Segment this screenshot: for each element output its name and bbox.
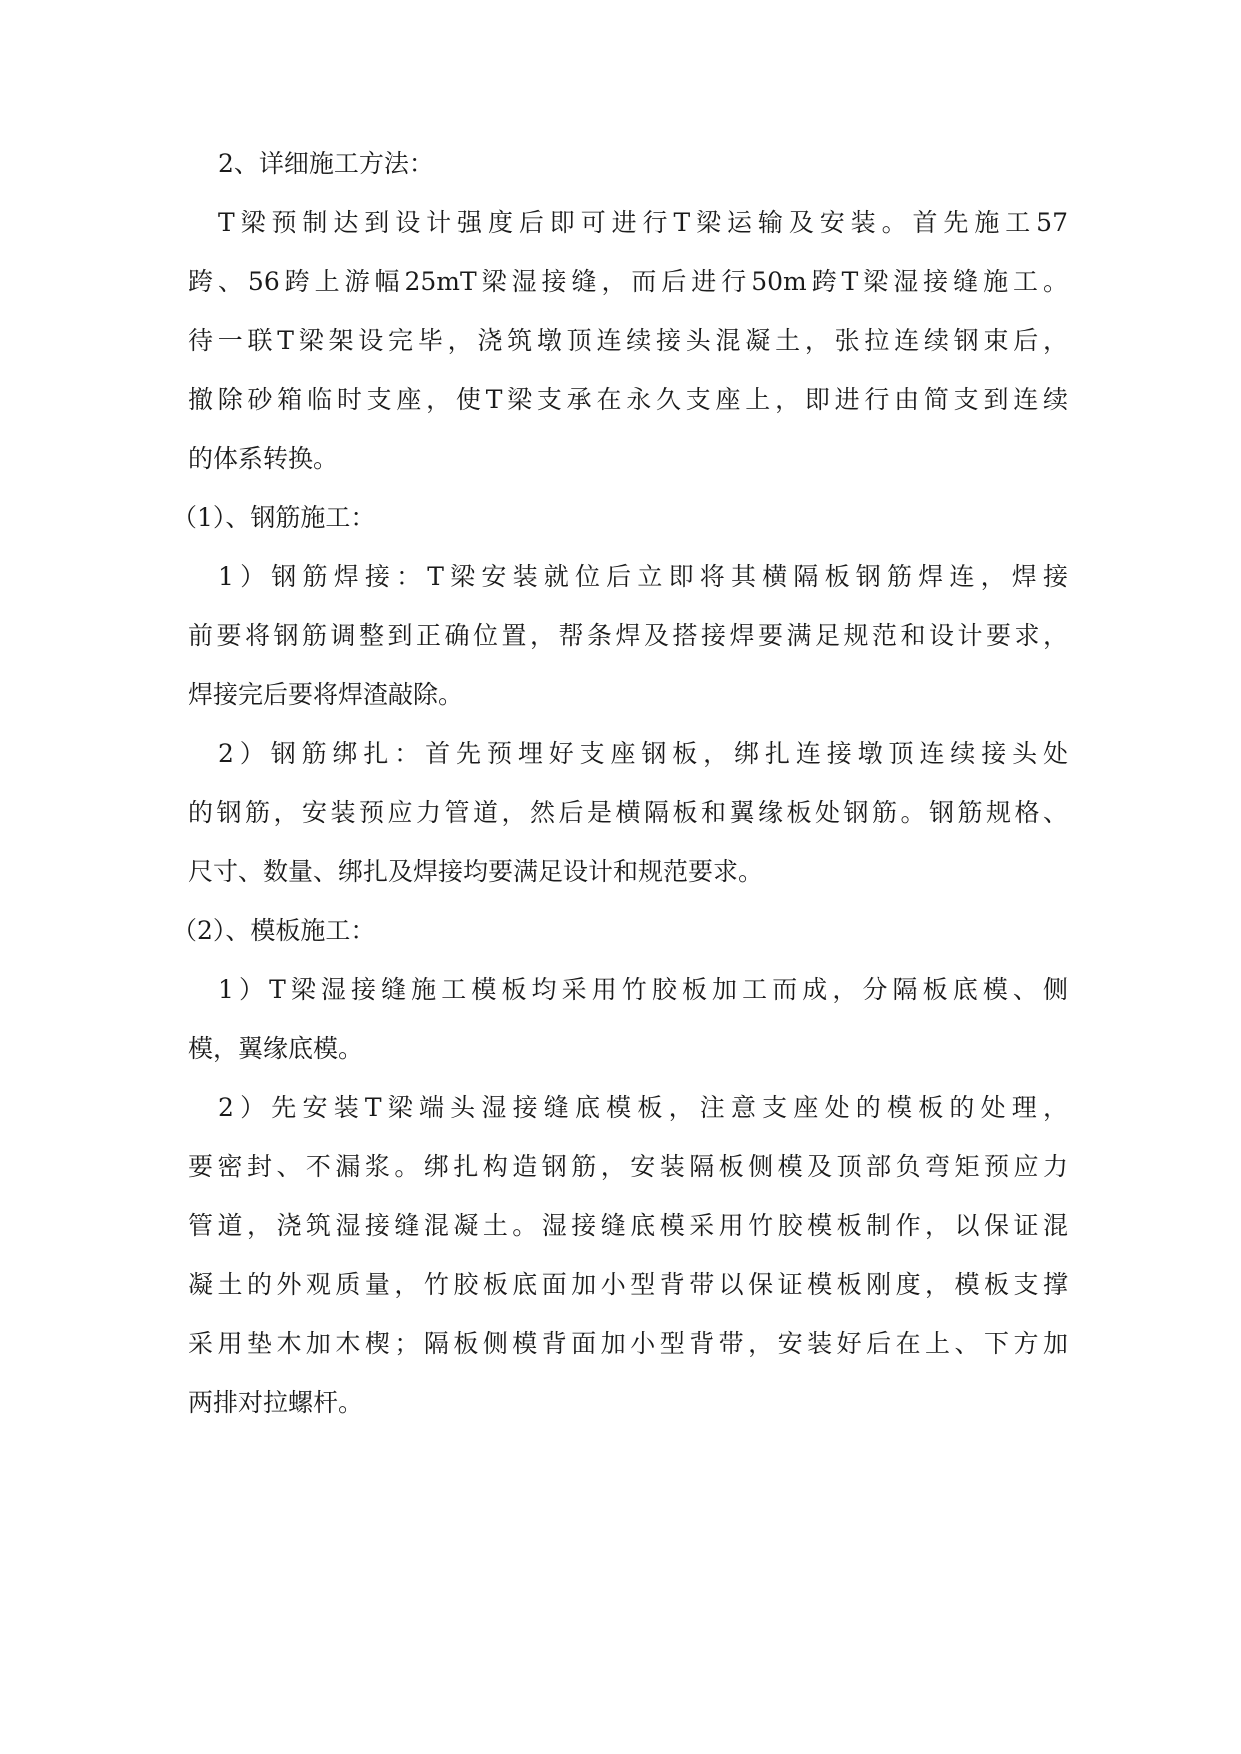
section-heading: 2、详细施工方法： [218,149,434,178]
paragraph-line: 的钢筋，安装预应力管道，然后是横隔板和翼缘板处钢筋。钢筋规格、 [188,798,1068,827]
paragraph-line: 管道，浇筑湿接缝混凝土。湿接缝底模采用竹胶模板制作，以保证混 [188,1211,1068,1240]
paragraph-line: 模，翼缘底模。 [188,1034,364,1063]
subsection-heading: （2）、模板施工： [172,916,376,945]
paragraph-line: T梁预制达到设计强度后即可进行T梁运输及安装。首先施工57 [218,208,1068,237]
paragraph-line: 1）T梁湿接缝施工模板均采用竹胶板加工而成，分隔板底模、侧 [218,975,1068,1004]
paragraph-line: 焊接完后要将焊渣敲除。 [188,680,464,709]
paragraph-line: 两排对拉螺杆。 [188,1388,364,1417]
paragraph-line: 的体系转换。 [188,444,339,473]
paragraph-line: 撤除砂箱临时支座，使T梁支承在永久支座上，即进行由简支到连续 [188,385,1068,414]
paragraph-line: 凝土的外观质量，竹胶板底面加小型背带以保证模板刚度，模板支撑 [188,1270,1068,1299]
subsection-heading: （1）、钢筋施工： [172,503,376,532]
paragraph-line: 2）先安装T梁端头湿接缝底模板，注意支座处的模板的处理， [218,1093,1068,1122]
paragraph-line: 1）钢筋焊接：T梁安装就位后立即将其横隔板钢筋焊连，焊接 [218,562,1068,591]
paragraph-line: 采用垫木加木楔；隔板侧模背面加小型背带，安装好后在上、下方加 [188,1329,1068,1358]
paragraph-line: 2）钢筋绑扎：首先预埋好支座钢板，绑扎连接墩顶连续接头处 [218,739,1068,768]
paragraph-line: 跨、56跨上游幅25mT梁湿接缝，而后进行50m跨T梁湿接缝施工。 [188,267,1068,296]
paragraph-line: 前要将钢筋调整到正确位置，帮条焊及搭接焊要满足规范和设计要求， [188,621,1068,650]
paragraph-line: 要密封、不漏浆。绑扎构造钢筋，安装隔板侧模及顶部负弯矩预应力 [188,1152,1068,1181]
paragraph-line: 待一联T梁架设完毕，浇筑墩顶连续接头混凝土，张拉连续钢束后， [188,326,1068,355]
paragraph-line: 尺寸、数量、绑扎及焊接均要满足设计和规范要求。 [188,857,764,886]
